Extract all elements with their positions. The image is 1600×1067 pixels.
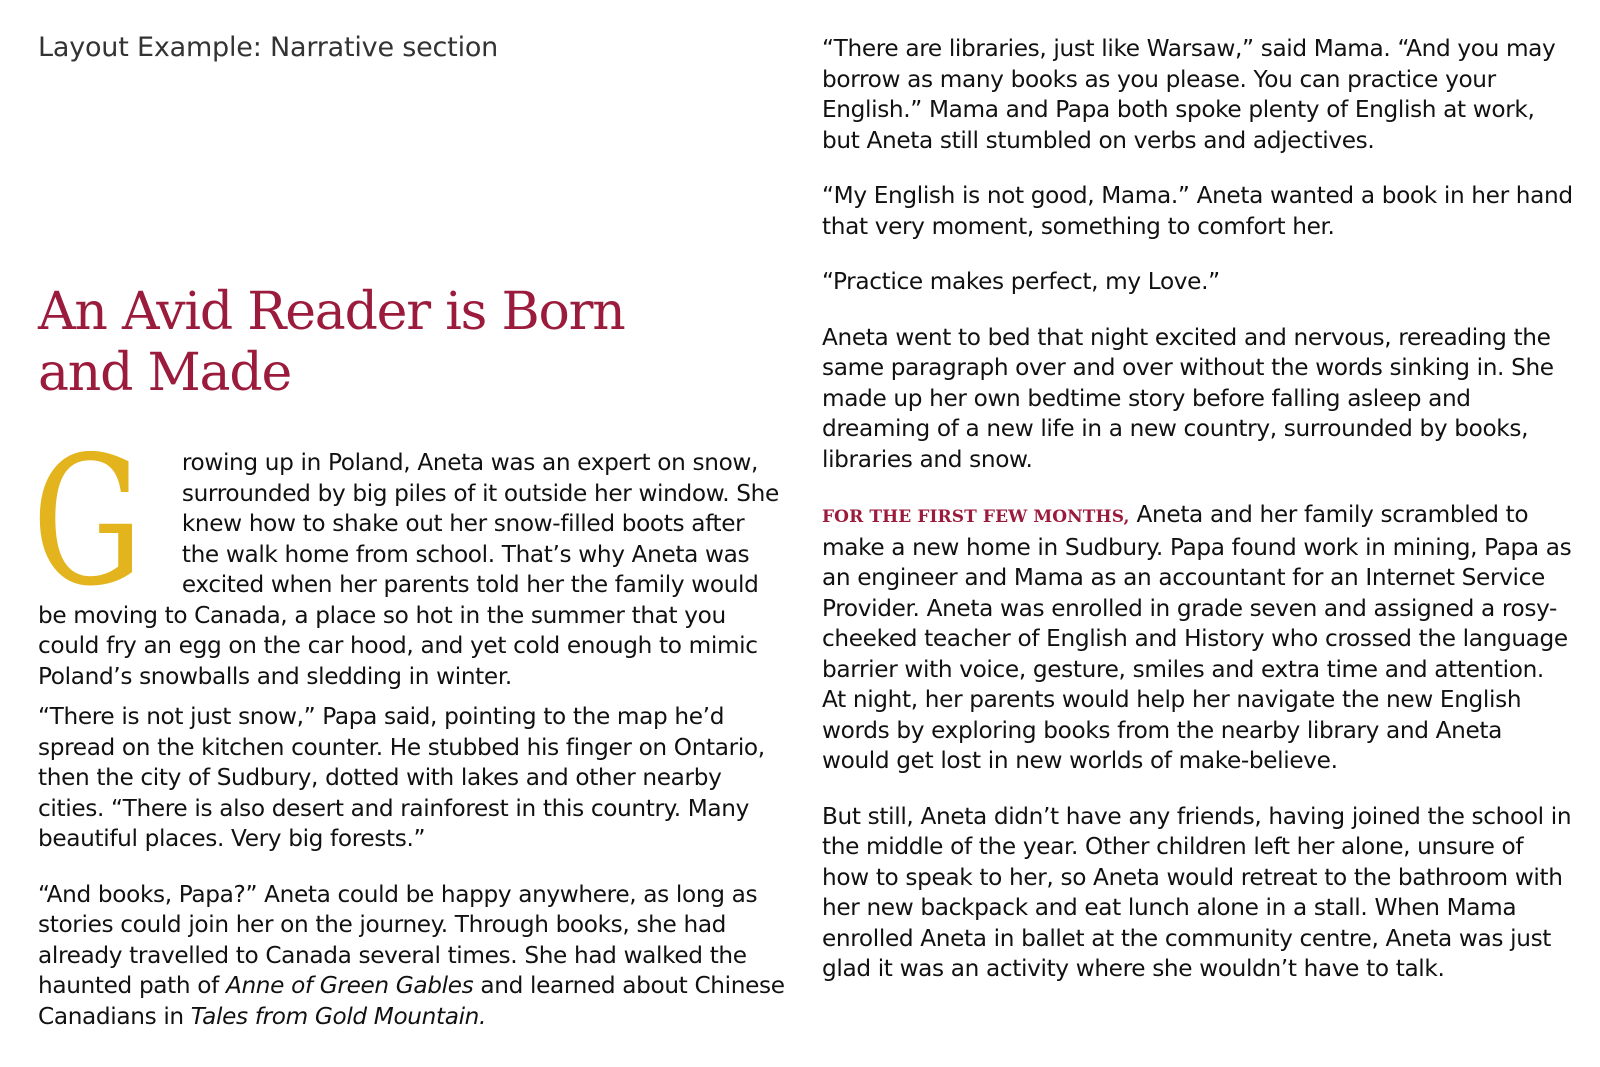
layout-label: Layout Example: Narrative section xyxy=(38,32,499,63)
first-months-text: Aneta and her family scrambled to make a new home in Sudbury. Papa found work in mining, Papa as an engineer and Mama as an accountant for an Internet Service Provider. Aneta was enrolled in grade seven and assigned a rosy-cheeked teacher of English and History who crossed the language barrier with voice, gesture, smiles and extra time and attention. At night, her parents would help her navigate the new English words by exploring books from the nearby library and Aneta would get lost in new worlds of make-believe. xyxy=(822,501,1572,774)
paragraph-first-months xyxy=(822,500,1574,777)
book-title-tales: Tales from Gold Mountain. xyxy=(190,1002,487,1030)
and-books-text-2: and learned about Chinese Canadians in xyxy=(38,972,785,1030)
lead-in-caps: FOR THE FIRST FEW MONTHS, xyxy=(822,507,1130,527)
paragraph-english-not-good: “My English is not good, Mama.” Aneta wanted a book in her hand that very moment, something to comfort her. xyxy=(822,182,1573,240)
left-column xyxy=(32,282,786,1032)
book-title-anne: Anne of Green Gables xyxy=(225,972,474,999)
paragraph-libraries: “There are libraries, just like Warsaw,” said Mama. “And you may borrow as many books as you please. You can practice your English.” Mama and Papa both spoke plenty of English at work, but Aneta still stumbled on verbs and adjectives. xyxy=(822,35,1556,154)
headline-line-1: An Avid Reader is Born xyxy=(38,282,625,342)
opening-text: rowing up in Poland, Aneta was an expert on snow, surrounded by big piles of it outside her window. She knew how to shake out her snow-filled boots after the walk home from school. That’s why Aneta was excited when her parents told her the family would be moving to Canada, a place so hot in the summer that you could fry an egg on the car hood, and yet cold enough to mimic Poland’s snowballs and sledding in winter. xyxy=(38,449,779,690)
right-column xyxy=(822,34,1574,985)
drop-cap xyxy=(32,418,174,625)
paragraph-practice: “Practice makes perfect, my Love.” xyxy=(822,268,1220,295)
paragraph-papa-map: “There is not just snow,” Papa said, pointing to the map he’d spread on the kitchen counter. He stubbed his finger on Ontario, then the city of Sudbury, dotted with lakes and other nearby cities. “There is also desert and rainforest in this country. Many beautiful places. Very big forests.” xyxy=(38,703,765,852)
paragraph-bedtime: Aneta went to bed that night excited and nervous, rereading the same paragraph over and over without the words sinking in. She made up her own bedtime story before falling asleep and dreaming of a new life in a new country, surrounded by books, libraries and snow. xyxy=(822,323,1554,473)
article-headline xyxy=(38,282,786,404)
paragraph-and-books xyxy=(38,880,786,1033)
drop-cap-letter: G xyxy=(32,418,143,625)
and-books-text-1: “And books, Papa?” Aneta could be happy anywhere, as long as stories could join her on the journey. Through books, she had already travelled to Canada several times. She had walked the haunted path of xyxy=(38,880,758,999)
paragraph-no-friends: But still, Aneta didn’t have any friends, having joined the school in the middle of the year. Other children left her alone, unsure of how to speak to her, so Aneta would retreat to the bathroom with her new backpack and eat lunch alone in a stall. When Mama enrolled Aneta in ballet at the community centre, Aneta was just glad it was an activity where she wouldn’t have to talk. xyxy=(822,802,1572,982)
paragraph-opening xyxy=(32,418,786,692)
headline-line-2: and Made xyxy=(38,343,292,403)
